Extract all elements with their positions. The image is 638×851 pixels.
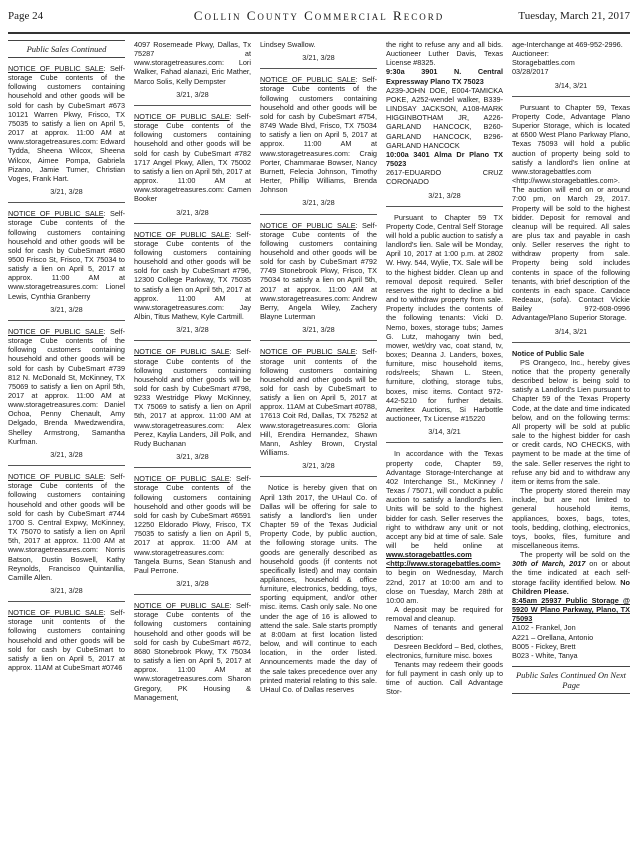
notice-title: NOTICE OF PUBLIC SALE — [134, 229, 230, 239]
divider — [134, 105, 251, 106]
notice-line: Auctioneer: — [512, 49, 549, 59]
notice-body: In accordance with the Texas property code, Chapter 59, Advantage Storage-Interchange at 402 Interchange St., McKinney / Texas / 75071, will conduct a public auction to satisfy a landlord's lien. Units will be sold to the highest bidder for cash. Seller reserves the right to withdraw any unit or not accept any bid at time of sale. Sale will be held online at — [386, 449, 503, 550]
notice-text: The property will be sold on the — [520, 550, 630, 560]
notice-body: : Self-storage Cube contents of the following customers containing household and other goods will be sold for cash by CubeSmart #792 7749 Stonebrook Pkwy, Frisco, TX 75034 to satisfy a lien on April 5th, 2017 at approx. 11:00 AM at www.storagetreasures.com: Andrew Berry, Angela Wiley, Zachery Blayne Luterman — [260, 220, 377, 322]
notice-paragraph — [512, 550, 630, 596]
notice-body: : Self-storage unit contents of the following customers containing household and other goods will be sold for cash by CubeSmart to satisfy a lien on April 5, 2017 at approx. 11AM at CubeSmart #0788, 17613 Coit Rd, Dallas, TX 75252 at www.storagetreasures.com: Gloria Hill, Erendira Hernandez, Shawn Mann, Ashley Brown, Crystal Williams. — [260, 347, 377, 458]
notice-body: : Self-storage Cube contents of the following customers containing household and other goods will be sold for cash by CubeSmart #739 812 N. McDonald St, McKinney, TX 75069 to satisfy a lien on April 5th, 2017 at approx. 11:00 AM at www.storagetreasures.com: Daniel Ochoa, Penny Chenault, Amy Delgado, Brenda Mwedzwendira, Shelley Armstrong, Samantha Kurfman. — [8, 326, 125, 446]
notice — [134, 230, 251, 322]
notice-continued: the right to refuse any and all bids. Auctioneer Luther Davis, Texas License #8325. — [386, 40, 503, 68]
divider — [512, 342, 630, 343]
sale-location: 8:45am 25937 Public Storage @ 5920 W Plano Parkway, Plano, TX 75093 — [512, 595, 630, 624]
notice-body: : Self-storage Cube contents of the following customers containing household and other goods will be sold for cash by CubeSmart #744 1700 S. Central Expwy, McKinney, TX 75070 to satisfy a lien on April 5th, 2017 at approx. 11:00 AM at www.storagetreasures.com: Norris Batson, Dustin Boswell, Kathy Reynolds, Francisco Quintanllia, Camille Allen. — [8, 472, 125, 582]
notice-body: : Self-storage Cube contents of the following customers containing household and other goods will be sold for cash by CubeSmart #680 9500 Frisco St, Frisco, TX 75034 to satisfy a lien on April 5, 2017 at approx. 11:00 AM at www.storagetreasures.com: Lionel Lewis, Cynthia Granberry — [8, 209, 125, 301]
notice-line: Storagebattles.com — [512, 58, 575, 68]
notice-line: 03/28/2017 — [512, 67, 549, 77]
divider — [8, 465, 125, 466]
publish-dates: 3/21, 3/28 — [302, 198, 335, 208]
notice-title: NOTICE OF PUBLIC SALE — [8, 608, 104, 618]
sale-location: 10:00a 3401 Alma Dr Plano TX 75023 — [386, 149, 503, 169]
notice-title: Notice of Public Sale — [512, 348, 585, 358]
notice — [386, 449, 503, 605]
notice-title: NOTICE OF PUBLIC SALE — [8, 326, 104, 336]
notice-body: : Self-storage Cube contents of the following customers containing household and other goods will be sold for cash by CubeSmart #782 1717 Angel Pkwy, Allen, TX 75002 to satisfy a lien on April 5th, 2017 at approx. 11:00 AM at www.storagetreasures.com: Camen Booker — [134, 111, 251, 204]
notice-continued: age-Interchange at 469-952-2996. — [512, 40, 623, 49]
notice-body: Pursuant to Chapter 59, Texas Property Code, Advantage Plano Superior Storage, which is located at 6500 West Plano Parkway Plano, Texas 75093 will hold a public auction of property being sold to satisfy a landlord's lien online at www.storagebattles.com <http://www.storagebattles.com>. The auction will end on or around 7:00 pm, on March 29, 2017. Property will be sold to the highest bidder. Deposit for removal and cleanup will be required. All sales are plus tax and payable in cash only. Seller reserves the right to withdraw property from sale. Property being sold includes contents in space of the following tenants, with brief description of the contents in each space. Candace Redeaux, (sofa). Contact Vickie Bailey 972-608-0996 Advantage/Plano Superior Storage. — [512, 102, 630, 323]
notice — [8, 472, 125, 582]
notice-title: NOTICE OF PUBLIC SALE — [8, 472, 104, 482]
sale-date: 30th of March, 2017 — [512, 559, 586, 569]
publish-dates: 3/21, 3/28 — [302, 325, 335, 335]
section-heading: Public Sales Continued — [8, 40, 125, 58]
notice-paragraph: A deposit may be required for removal and cleanup. — [386, 605, 503, 624]
publish-dates: 3/21, 3/28 — [428, 190, 461, 200]
continued-footer: Public Sales Continued On Next Page — [512, 666, 630, 694]
notice-body: : Self-storage Cube contents of the following customers containing household and other goods will be sold for cash by CubeSmart #672, 8680 Stonebrook Pkwy, TX 75034 to satisfy a lien on April 5, 2017 at approx. 11:00 AM at www.storagetreasures.com Sharon Gregory, PK Housing & Management, — [134, 601, 251, 702]
notice-title: NOTICE OF PUBLIC SALE — [260, 347, 356, 357]
publish-dates: 3/21, 3/28 — [50, 449, 83, 459]
notice-title: NOTICE OF PUBLIC SALE — [134, 347, 230, 357]
column-3 — [260, 40, 377, 846]
divider — [134, 340, 251, 341]
notice — [8, 64, 125, 183]
notice-body: : Self-storage unit contents of the following customers containing household and other goods will be sold for cash by CubeSmart to satisfy a lien on April 5, 2017 at approx. 11AM at CubeSmart #0746 — [8, 608, 125, 673]
publish-dates: 3/21, 3/28 — [50, 187, 83, 197]
publish-dates: 3/21, 3/28 — [176, 89, 209, 99]
publish-dates: 3/21, 3/28 — [176, 325, 209, 335]
column-5 — [512, 40, 630, 846]
notice-body: : Self-storage Cube contents of the following customers containing household and other goods will be sold for cash by CubeSmart #798, 9233 Westridge Pkwy McKinney, TX 75069 to satisfy a lien on April 5th, 2017 at approx. 11:00 AM at www.storagetreasures.com: Alex Perez, Kaylia Landers, Jill Polk, and Rudy Buchanan — [134, 347, 251, 448]
notice — [8, 608, 125, 672]
notice — [260, 221, 377, 322]
notice-title: NOTICE OF PUBLIC SALE — [134, 111, 230, 121]
publish-dates: 3/14, 3/21 — [554, 326, 588, 336]
publish-dates: 3/21, 3/28 — [176, 207, 209, 217]
notice-title: NOTICE OF PUBLIC SALE — [134, 474, 230, 484]
notice-body: : Self-storage Cube contents of the following customers containing household and other goods will be sold for cash by CubeSmart #754, 8749 Wade Blvd, Frisco, TX 75034 to satisfy a lien on April 5, 2017 at approx. 11:00 AM at www.storagetreasures.com: Craig Porter, Chammarae Bowser, Nancy Burnett, Felecia Johnson, Timothy Herter, Phillip Williams, Brenda Johnson — [260, 75, 377, 195]
publish-dates: 3/21, 3/28 — [176, 452, 209, 462]
unit-entry: B023 - White, Tanya — [512, 650, 578, 660]
publish-dates: 3/21, 3/28 — [302, 53, 335, 63]
notice-continued: 4097 Rosemeade Pkwy, Dallas, Tx 75287 at www.storagetreasures.com: Lori Walker, Fahad alanazi, Eric Mather, Marco Solis, Kelly Dempster — [134, 40, 251, 86]
column-1 — [8, 40, 125, 846]
divider — [8, 320, 125, 321]
column-2 — [134, 40, 251, 846]
divider — [386, 442, 503, 443]
divider — [386, 206, 503, 207]
notice — [260, 347, 377, 457]
notice-paragraph: The property stored therein may include, but are not limited to general household items, appliances, boxes, bags, totes, tools, bedding, clothing, electronics, toys, books, files, furniture and miscellaneous items. — [512, 486, 630, 550]
divider — [260, 476, 377, 477]
notice — [134, 112, 251, 204]
notice-body: : Self-storage Cube contents of the following customers containing household and other goods will be sold for cash by CubeSmart #6591 12250 Eldorado Pkwy, Frisco, TX 75035 to satisfy a lien on April 5, 2017 at approx. 11:00 AM at www.storagetreasures.com: Tangela Burns, Sean Stanush and Paul Perrone. — [134, 474, 251, 575]
notice-body: : Self-storage Cube contents of the following customers containing household and other goods will be sold for cash by CubeSmart #796, 12300 College Parkway, TX 75035 to satisfy a lien on April 5th, 2017 at approx. 11:00 AM at www.storagetreasures.com: Jay Albin, Titus Mathew, Kyle Cartmill. — [134, 229, 251, 322]
notice-text: on or about the time indicated at each self-storage facility identified below. — [512, 559, 630, 587]
divider — [134, 223, 251, 224]
sale-location: 9:30a 3901 N. Central Expressway Plano TX 75023 — [386, 67, 503, 86]
divider — [8, 601, 125, 602]
divider — [8, 202, 125, 203]
notice-continued: Lindsey Swallow. — [260, 40, 316, 49]
column-4 — [386, 40, 503, 846]
unit-list: 2617-EDUARDO CRUZ CORONADO — [386, 168, 503, 187]
notice-paragraph: Desreen Beckford – Bed, clothes, electronics, furniture misc. boxes — [386, 641, 503, 660]
notice-body: to begin on Wednesday, March 22nd, 2017 at 10:00 am and to close on Tuesday, March 28th at 10:00 am. — [386, 568, 503, 605]
columns — [8, 40, 630, 846]
notice-title: NOTICE OF PUBLIC SALE — [134, 601, 230, 611]
publish-dates: 3/21, 3/28 — [50, 585, 83, 595]
unit-list: A239-JOHN DOE, E004-TAMICKA POKE, A252-wendel walker, B339-LINDSAY JACKSON, A108-MARK HIGGINBOTHAM JR, A226-GARLAND HANCOCK, B260-GARLAND HANCOCK, B296-GARLAND HANCOCK — [386, 85, 503, 150]
divider — [260, 340, 377, 341]
divider — [260, 214, 377, 215]
page-number: Page 24 — [8, 10, 44, 22]
notice-paragraph: Tenants may redeem their goods for full payment in cash only up to time of auction. Call Advantage Stor- — [386, 660, 503, 697]
notice-title: NOTICE OF PUBLIC SALE — [8, 209, 104, 219]
publish-dates: 3/21, 3/28 — [302, 461, 335, 471]
notice-body: : Self-storage Cube contents of the following customers containing household and other goods will be sold for cash by CubeSmart #673 10121 Warren Pkwy, Frisco, TX 75035 to satisfy a lien on April 5, 2017 at approx. 11:00 AM at www.storagetreasures.com: Edward Tydda, Sheena Wilcox, Sheena Wilcox, Aimee Pompa, Gabriela Pizano, Jamie Turner, Christian Voges, Frank Hart. — [8, 64, 125, 183]
auction-link[interactable]: www.storagebattles.com <http://www.storagebattles.com> — [386, 550, 501, 569]
notice-body: Notice is hereby given that on April 13th 2017, the UHaul Co. of Dallas will be offering for sale to satisfy a landlord's lien under Chapter 59 of the Texas Judicial Property Code, by public auction, the following storage units. The goods are generally described as household goods (if contents not specifically listed) and may contain appliances, household & office furniture, electronics, bedding, toys, sporting equipment, and/or other misc. items. Cash only sale. No one under the age of 16 is allowed to attend the sale. Sale starts promptly at 8:00am at first location listed below, and will continue to each location, in the order listed. Announcements made the day of the sale takes precedence over any printed material relating to this sale. UHaul Co. of Dallas reserves — [260, 483, 377, 694]
unit-entry: B005 - Fickey, Brett — [512, 641, 576, 651]
notice — [134, 601, 251, 702]
divider — [134, 467, 251, 468]
publish-dates: 3/21, 3/28 — [50, 304, 83, 314]
notice — [134, 474, 251, 575]
notice-title: NOTICE OF PUBLIC SALE — [260, 220, 356, 230]
notice-paragraph: Names of tenants and general description: — [386, 623, 503, 642]
notice — [260, 75, 377, 194]
divider — [512, 96, 630, 97]
notice-warning: No Children Please. — [512, 577, 630, 596]
divider — [134, 594, 251, 595]
notice-body: Pursuant to Chapter 59 TX Property Code, Central Self Storage will hold a public auction to satisfy a landlord's lien. Sale will be Monday, April 10, 2017 at 1:00 p.m. at 2802 W. Hwy. 544, Wylie, TX. Sale will be to the highest bidder. Clean up and removal deposit required. Seller reserves the right to decline a bid and to withdraw property from sale. Property includes the contents of the following tenants: Vicki D. Nemo, boxes, storage tubs; James G. Lutz, mahogany twin bed, mower, wet/dry vac, coat stand, tv, boxes; Deanna J. Landers, boxes, furniture, misc household items, rods/reels; Shawn L. Steen, furniture, clothing, storage tubs, boxes, misc items. Contact 972-442-5210 for further details. Ameritex Auctions, Si Harbottle auctioneer, Tx License #15220 — [386, 212, 503, 424]
page-header — [8, 6, 630, 34]
notice-title: NOTICE OF PUBLIC SALE — [8, 64, 104, 73]
publish-dates: 3/14, 3/21 — [428, 427, 461, 437]
divider — [260, 68, 377, 69]
issue-date: Tuesday, March 21, 2017 — [518, 10, 630, 22]
notice-title: NOTICE OF PUBLIC SALE — [260, 75, 356, 85]
notice — [8, 209, 125, 301]
notice-body: PS Orangeco, Inc., hereby gives notice that the property generally described below is being sold to satisfy a Landlord's Lien pursuant to Chapter 59 of the Texas Property Code, at the date and time indicated below, and on the following terms: All property will be sold at public sale to the highest bidder for cash or credit cards, NO CHECKS, with payment to be made at the time of the sale. Seller reserves the right to refuse any bid and to withdraw any item or items from the sale. — [512, 357, 630, 486]
publish-dates: 3/21, 3/28 — [176, 578, 209, 588]
notice — [134, 347, 251, 448]
publication-title: Collin County Commercial Record — [193, 8, 445, 23]
publish-dates: 3/14, 3/21 — [554, 80, 588, 90]
unit-entry: A221 – Orellana, Antonio — [512, 632, 594, 642]
unit-entry: A102 - Frankel, Jon — [512, 623, 576, 633]
notice — [8, 327, 125, 446]
